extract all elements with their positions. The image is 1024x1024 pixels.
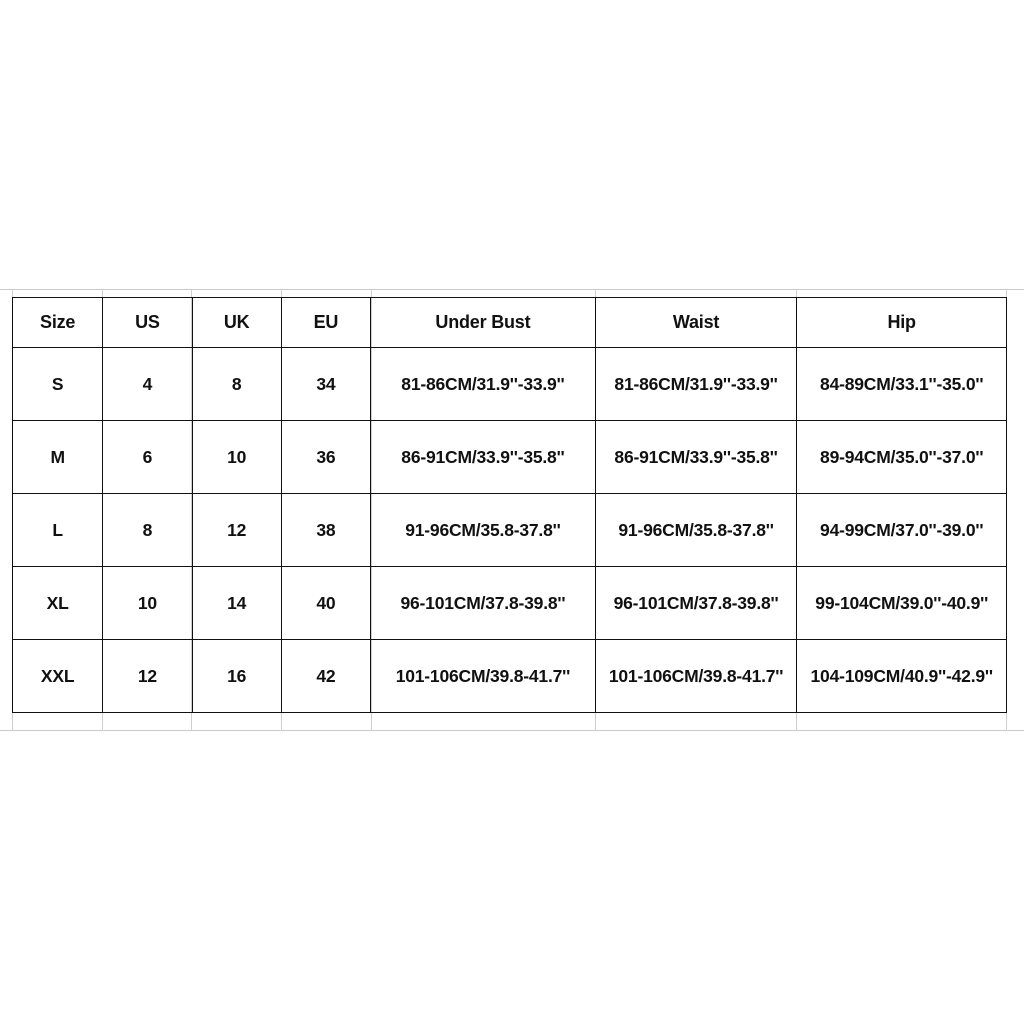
cell-size: XL: [13, 567, 103, 640]
header-hip: Hip: [797, 298, 1007, 348]
cell-us: 4: [103, 348, 192, 421]
cell-under-bust: 96-101CM/37.8-39.8'': [371, 567, 596, 640]
cell-uk: 8: [192, 348, 281, 421]
cell-us: 6: [103, 421, 192, 494]
size-chart-table: [12, 297, 1007, 713]
cell-uk: 12: [192, 494, 281, 567]
cell-size: L: [13, 494, 103, 567]
cell-hip: 104-109CM/40.9''-42.9'': [797, 640, 1007, 713]
cell-size: S: [13, 348, 103, 421]
cell-size: XXL: [13, 640, 103, 713]
cell-waist: 96-101CM/37.8-39.8'': [595, 567, 797, 640]
table-row: [13, 640, 1007, 713]
cell-us: 12: [103, 640, 192, 713]
cell-waist: 91-96CM/35.8-37.8'': [595, 494, 797, 567]
cell-under-bust: 101-106CM/39.8-41.7'': [371, 640, 596, 713]
cell-under-bust: 81-86CM/31.9''-33.9'': [371, 348, 596, 421]
header-uk: UK: [192, 298, 281, 348]
cell-eu: 42: [281, 640, 370, 713]
cell-hip: 89-94CM/35.0''-37.0'': [797, 421, 1007, 494]
table-row: [13, 494, 1007, 567]
table-row: [13, 348, 1007, 421]
cell-waist: 86-91CM/33.9''-35.8'': [595, 421, 797, 494]
cell-uk: 16: [192, 640, 281, 713]
header-eu: EU: [281, 298, 370, 348]
cell-eu: 40: [281, 567, 370, 640]
header-size: Size: [13, 298, 103, 348]
table-row: [13, 421, 1007, 494]
cell-uk: 14: [192, 567, 281, 640]
cell-waist: 81-86CM/31.9''-33.9'': [595, 348, 797, 421]
cell-uk: 10: [192, 421, 281, 494]
cell-under-bust: 91-96CM/35.8-37.8'': [371, 494, 596, 567]
table-row: [13, 567, 1007, 640]
cell-eu: 38: [281, 494, 370, 567]
header-row: [13, 298, 1007, 348]
cell-hip: 99-104CM/39.0''-40.9'': [797, 567, 1007, 640]
cell-hip: 94-99CM/37.0''-39.0'': [797, 494, 1007, 567]
header-under-bust: Under Bust: [371, 298, 596, 348]
cell-eu: 34: [281, 348, 370, 421]
header-waist: Waist: [595, 298, 797, 348]
header-us: US: [103, 298, 192, 348]
cell-under-bust: 86-91CM/33.9''-35.8'': [371, 421, 596, 494]
cell-us: 10: [103, 567, 192, 640]
cell-size: M: [13, 421, 103, 494]
cell-waist: 101-106CM/39.8-41.7'': [595, 640, 797, 713]
cell-us: 8: [103, 494, 192, 567]
cell-hip: 84-89CM/33.1''-35.0'': [797, 348, 1007, 421]
cell-eu: 36: [281, 421, 370, 494]
